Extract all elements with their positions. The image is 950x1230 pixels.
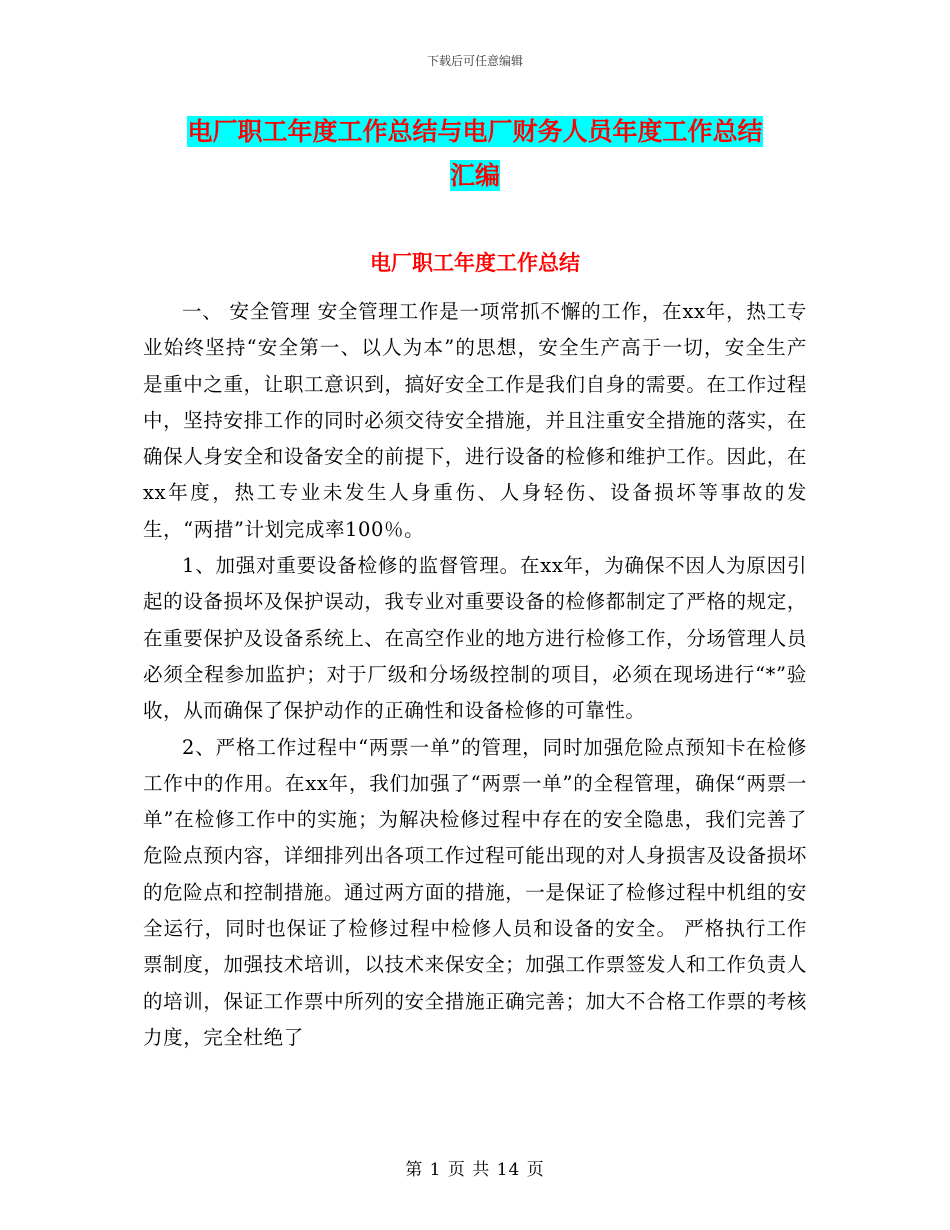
document-title (140, 110, 810, 198)
paragraph-item-2: 2、严格工作过程中“两票一单”的管理，同时加强危险点预知卡在检修工作中的作用。在xx年，我们加强了“两票一单”的全程管理，确保“两票一单”在检修工作中的实施；为解决检修过程中存在的安全隐患，我们完善了危险点预内容，详细排列出各项工作过程可能出现的对人身损害及设备损坏的危险点和控制措施。通过两方面的措施，一是保证了检修过程中机组的安全运行，同时也保证了检修过程中检修人员和设备的安全。 严格执行工作票制度，加强技术培训，以技术来保安全；加强工作票签发人和工作负责人的培训，保证工作票中所列的安全措施正确完善；加大不合格工作票的考核力度，完全杜绝了 (143, 735, 807, 1049)
paragraph-safety-management: 一、 安全管理 安全管理工作是一项常抓不懈的工作，在xx年，热工专业始终坚持“安全第一、以人为本”的思想，安全生产高于一切，安全生产是重中之重，让职工意识到，搞好安全工作是我们自身的需要。在工作过程中，坚持安排工作的同时必须交待安全措施，并且注重安全措施的落实，在确保人身安全和设备安全的前提下，进行设备的检修和维护工作。因此，在xx年度，热工专业未发生人身重伤、人身轻伤、设备损坏等事故的发生，“两措”计划完成率100％。 (143, 300, 807, 541)
section-title: 电厂职工年度工作总结 (370, 251, 580, 275)
paragraph-item-1: 1、加强对重要设备检修的监督管理。在xx年，为确保不因人为原因引起的设备损坏及保护误动，我专业对重要设备的检修都制定了严格的规定，在重要保护及设备系统上、在高空作业的地方进行检修工作，分场管理人员必须全程参加监护；对于厂级和分场级控制的项目，必须在现场进行“*”验收，从而确保了保护动作的正确性和设备检修的可靠性。 (143, 554, 807, 723)
document-title-line-1: 电厂职工年度工作总结与电厂财务人员年度工作总结 (187, 117, 763, 146)
page-footer: 第 1 页 共 14 页 (405, 1160, 545, 1180)
header-note: 下载后可任意编辑 (426, 54, 523, 68)
document-title-line-2: 汇编 (449, 161, 500, 190)
document-body (143, 294, 807, 1056)
